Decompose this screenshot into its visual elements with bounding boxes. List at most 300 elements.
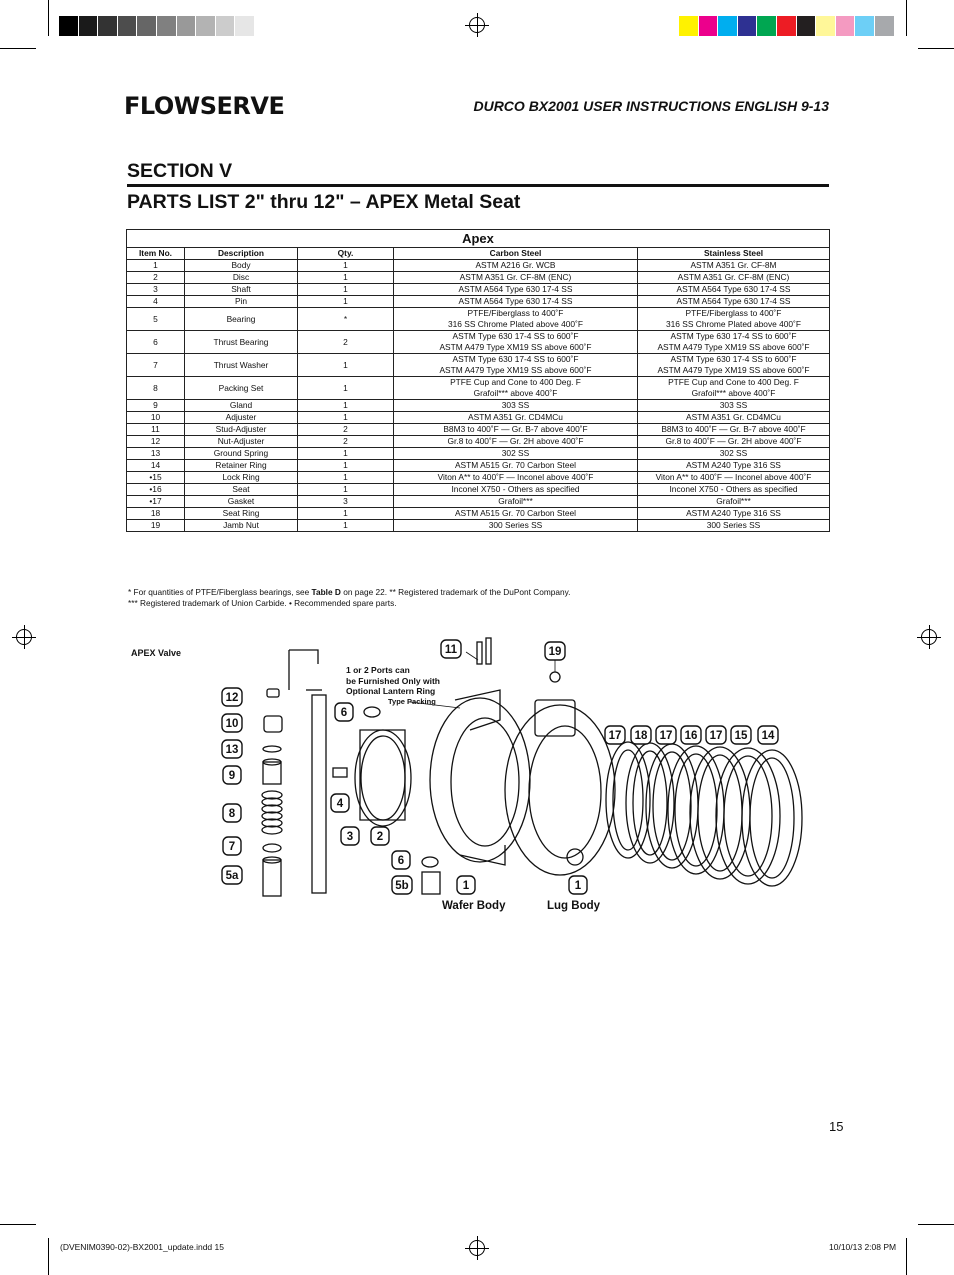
cell-line: Bearing bbox=[226, 313, 256, 324]
table-cell-qty bbox=[298, 331, 394, 354]
cell-line: 303 SS bbox=[501, 400, 530, 410]
crop-mark bbox=[918, 1224, 954, 1225]
footnote-1: * For quantities of PTFE/Fiberglass bearings, see Table D on page 22. ** Registered trademark of the DuPont Company. bbox=[128, 587, 571, 597]
table-cell-desc bbox=[185, 496, 298, 508]
table-cell-cs bbox=[394, 412, 638, 424]
cell-line: 2 bbox=[343, 336, 348, 347]
column-header: Description bbox=[185, 248, 298, 260]
cell-line: ASTM A564 Type 630 17-4 SS bbox=[458, 296, 573, 306]
cell-line: Body bbox=[231, 260, 251, 270]
cell-line: Jamb Nut bbox=[223, 520, 259, 530]
table-cell-item bbox=[127, 331, 185, 354]
table-cell-qty bbox=[298, 496, 394, 508]
color-swatch bbox=[59, 16, 79, 36]
table-cell-desc bbox=[185, 448, 298, 460]
cell-line: 316 SS Chrome Plated above 400˚F bbox=[447, 319, 583, 329]
callout-label: 17 bbox=[608, 730, 622, 742]
document-title: DURCO BX2001 USER INSTRUCTIONS ENGLISH 9-13 bbox=[473, 98, 829, 114]
callout-label: 19 bbox=[548, 646, 562, 658]
table-cell-item bbox=[127, 508, 185, 520]
callout-label: 7 bbox=[228, 841, 236, 853]
table-row bbox=[127, 272, 830, 284]
table-cell-ss bbox=[638, 508, 830, 520]
color-swatch bbox=[836, 16, 856, 36]
cell-line: Grafoil*** above 400˚F bbox=[691, 388, 776, 398]
table-cell-item bbox=[127, 472, 185, 484]
cell-line: PTFE/Fiberglass to 400˚F bbox=[467, 308, 564, 318]
cell-line: ASTM A479 Type XM19 SS above 600˚F bbox=[657, 365, 810, 375]
table-cell-qty bbox=[298, 424, 394, 436]
cell-line: Thrust Washer bbox=[213, 359, 269, 370]
callout-label: 5b bbox=[395, 880, 409, 892]
cell-line: Gland bbox=[229, 400, 253, 410]
color-swatch bbox=[777, 16, 797, 36]
packing-stack bbox=[262, 689, 282, 896]
cell-line: Thrust Bearing bbox=[213, 336, 269, 347]
table-cell-desc bbox=[185, 272, 298, 284]
table-cell-desc bbox=[185, 520, 298, 532]
crop-mark bbox=[0, 1224, 36, 1225]
cell-line: Stud-Adjuster bbox=[215, 424, 267, 434]
cell-line: PTFE/Fiberglass to 400˚F bbox=[685, 308, 782, 318]
color-swatch bbox=[196, 16, 216, 36]
table-cell-desc bbox=[185, 296, 298, 308]
cell-line: 316 SS Chrome Plated above 400˚F bbox=[665, 319, 801, 329]
table-cell-desc bbox=[185, 400, 298, 412]
cell-line: 1 bbox=[343, 484, 348, 494]
crop-mark bbox=[906, 0, 907, 36]
table-cell-cs bbox=[394, 377, 638, 400]
cell-line: ASTM Type 630 17-4 SS to 600˚F bbox=[670, 354, 797, 364]
cell-line: Retainer Ring bbox=[215, 460, 267, 470]
wafer-body-label: Wafer Body bbox=[442, 900, 506, 912]
cell-line: * bbox=[343, 313, 348, 324]
cell-line: 11 bbox=[151, 424, 160, 434]
cell-line: Grafoil*** bbox=[716, 496, 751, 506]
table-cell-cs bbox=[394, 260, 638, 272]
cell-line: B8M3 to 400˚F — Gr. B-7 above 400˚F bbox=[661, 424, 806, 434]
color-swatch bbox=[255, 16, 275, 36]
callout-label: 6 bbox=[340, 707, 348, 719]
callout-label: 2 bbox=[376, 831, 384, 843]
cell-line: 300 Series SS bbox=[488, 520, 543, 530]
cell-line: Adjuster bbox=[225, 412, 257, 422]
table-cell-ss bbox=[638, 272, 830, 284]
table-row bbox=[127, 308, 830, 331]
shaft bbox=[289, 650, 326, 893]
table-cell-cs bbox=[394, 460, 638, 472]
cell-line: Shaft bbox=[231, 284, 251, 294]
cell-line: PTFE Cup and Cone to 400 Deg. F bbox=[450, 377, 581, 387]
table-cell-cs bbox=[394, 272, 638, 284]
registration-mark-icon bbox=[921, 629, 937, 645]
cell-line: ASTM A216 Gr. WCB bbox=[475, 260, 556, 270]
callout-label: 18 bbox=[634, 730, 648, 742]
table-cell-ss bbox=[638, 424, 830, 436]
color-swatch bbox=[157, 16, 177, 36]
column-header: Qty. bbox=[298, 248, 394, 260]
column-header: Carbon Steel bbox=[394, 248, 638, 260]
table-cell-ss bbox=[638, 412, 830, 424]
color-swatch bbox=[875, 16, 895, 36]
cell-line: 1 bbox=[343, 359, 348, 370]
cell-line: ASTM A240 Type 316 SS bbox=[686, 460, 781, 470]
cell-line: 1 bbox=[343, 284, 348, 294]
table-cell-item bbox=[127, 484, 185, 496]
table-cell-qty bbox=[298, 354, 394, 377]
table-cell-item bbox=[127, 448, 185, 460]
table-cell-qty bbox=[298, 296, 394, 308]
callout-label: 13 bbox=[225, 744, 239, 756]
cell-line: 10 bbox=[150, 412, 161, 422]
cell-line: Inconel X750 - Others as specified bbox=[451, 484, 580, 494]
callout-label: 5a bbox=[225, 870, 239, 882]
cell-line: ASTM A515 Gr. 70 Carbon Steel bbox=[454, 508, 577, 518]
table-cell-cs bbox=[394, 284, 638, 296]
registration-mark-icon bbox=[469, 17, 485, 33]
table-cell-desc bbox=[185, 424, 298, 436]
crop-mark bbox=[48, 0, 49, 36]
cell-line: 2 bbox=[153, 272, 158, 282]
table-cell-cs bbox=[394, 296, 638, 308]
cell-line: 303 SS bbox=[719, 400, 748, 410]
table-row bbox=[127, 400, 830, 412]
page-title: PARTS LIST 2" thru 12" – APEX Metal Seat bbox=[127, 191, 521, 213]
table-row bbox=[127, 260, 830, 272]
table-cell-item bbox=[127, 460, 185, 472]
color-swatch bbox=[718, 16, 738, 36]
color-swatch bbox=[216, 16, 236, 36]
cell-line: 18 bbox=[150, 508, 161, 518]
table-row bbox=[127, 424, 830, 436]
color-swatch bbox=[235, 16, 255, 36]
section-rule bbox=[127, 184, 829, 187]
cell-line: 1 bbox=[343, 460, 348, 470]
pin bbox=[333, 768, 347, 777]
cell-line: 1 bbox=[343, 296, 348, 306]
table-cell-ss bbox=[638, 484, 830, 496]
file-slug: (DVENIM0390-02)-BX2001_update.indd 15 bbox=[60, 1242, 224, 1252]
callout-label: 16 bbox=[684, 730, 698, 742]
table-cell-item bbox=[127, 436, 185, 448]
cell-line: ASTM A479 Type XM19 SS above 600˚F bbox=[439, 342, 592, 352]
cell-line: 1 bbox=[343, 412, 348, 422]
table-row bbox=[127, 436, 830, 448]
section-label: SECTION V bbox=[127, 160, 233, 182]
table-cell-item bbox=[127, 424, 185, 436]
table-cell-item bbox=[127, 260, 185, 272]
table-cell-qty bbox=[298, 412, 394, 424]
cell-line: ASTM A564 Type 630 17-4 SS bbox=[676, 296, 791, 306]
footnote-2: *** Registered trademark of Union Carbide. • Recommended spare parts. bbox=[128, 598, 397, 608]
callout-label: 6 bbox=[397, 855, 405, 867]
cell-line: ASTM A479 Type XM19 SS above 600˚F bbox=[439, 365, 592, 375]
cell-line: 1 bbox=[343, 472, 348, 482]
cell-line: B8M3 to 400˚F — Gr. B-7 above 400˚F bbox=[443, 424, 588, 434]
flowserve-logo: FLOWSERVE bbox=[124, 92, 285, 120]
table-group-header: Apex bbox=[127, 230, 830, 248]
color-swatch bbox=[699, 16, 719, 36]
table-cell-ss bbox=[638, 520, 830, 532]
lug-body-label: Lug Body bbox=[547, 900, 601, 912]
table-cell-qty bbox=[298, 508, 394, 520]
cell-line: Disc bbox=[232, 272, 250, 282]
color-strip bbox=[679, 16, 895, 36]
cell-line: Pin bbox=[234, 296, 248, 306]
table-cell-qty bbox=[298, 260, 394, 272]
cell-line: ASTM A564 Type 630 17-4 SS bbox=[458, 284, 573, 294]
table-cell-desc bbox=[185, 308, 298, 331]
table-cell-cs bbox=[394, 308, 638, 331]
table-cell-qty bbox=[298, 272, 394, 284]
table-cell-desc bbox=[185, 331, 298, 354]
table-row bbox=[127, 508, 830, 520]
table-row bbox=[127, 460, 830, 472]
color-swatch bbox=[797, 16, 817, 36]
table-cell-desc bbox=[185, 412, 298, 424]
cell-line: ASTM A564 Type 630 17-4 SS bbox=[676, 284, 791, 294]
cell-line: ASTM A351 Gr. CD4MCu bbox=[686, 412, 781, 422]
table-cell-desc bbox=[185, 436, 298, 448]
color-swatch bbox=[816, 16, 836, 36]
cell-line: ASTM A240 Type 316 SS bbox=[686, 508, 781, 518]
column-header: Stainless Steel bbox=[638, 248, 830, 260]
table-cell-qty bbox=[298, 308, 394, 331]
cell-line: Seat bbox=[232, 484, 250, 494]
callout-label: 4 bbox=[336, 798, 344, 810]
table-cell-cs bbox=[394, 400, 638, 412]
table-cell-cs bbox=[394, 508, 638, 520]
table-cell-ss bbox=[638, 496, 830, 508]
wafer-body bbox=[430, 638, 530, 865]
date-slug: 10/10/13 2:08 PM bbox=[829, 1242, 897, 1252]
table-row bbox=[127, 448, 830, 460]
callout-label: 11 bbox=[444, 644, 458, 656]
seat-rings bbox=[606, 742, 802, 886]
table-cell-qty bbox=[298, 460, 394, 472]
table-cell-item bbox=[127, 412, 185, 424]
color-swatch bbox=[98, 16, 118, 36]
cell-line: 1 bbox=[343, 508, 348, 518]
cell-line: 6 bbox=[153, 336, 158, 347]
cell-line: 1 bbox=[153, 260, 158, 270]
cell-line: 5 bbox=[153, 313, 158, 324]
table-cell-item bbox=[127, 400, 185, 412]
parts-table bbox=[126, 229, 830, 532]
cell-line: Grafoil*** bbox=[498, 496, 533, 506]
cell-line: 3 bbox=[153, 284, 158, 294]
cell-line: Viton A** to 400˚F — Inconel above 400˚F bbox=[437, 472, 594, 482]
grayscale-strip bbox=[59, 16, 275, 36]
figure-note: Optional Lantern Ring bbox=[346, 686, 436, 696]
cell-line: 12 bbox=[150, 436, 161, 446]
table-cell-item bbox=[127, 354, 185, 377]
table-cell-item bbox=[127, 308, 185, 331]
cell-line: 1 bbox=[343, 382, 348, 393]
table-row bbox=[127, 484, 830, 496]
callout-label: 1 bbox=[574, 880, 582, 892]
table-cell-desc bbox=[185, 472, 298, 484]
cell-line: 1 bbox=[343, 272, 348, 282]
crop-mark bbox=[918, 48, 954, 49]
crop-mark bbox=[0, 48, 36, 49]
color-swatch bbox=[177, 16, 197, 36]
table-cell-cs bbox=[394, 484, 638, 496]
table-cell-cs bbox=[394, 331, 638, 354]
table-cell-qty bbox=[298, 400, 394, 412]
bearing bbox=[422, 872, 440, 894]
figure-label: APEX Valve bbox=[131, 648, 182, 658]
table-row bbox=[127, 472, 830, 484]
table-row bbox=[127, 284, 830, 296]
table-row bbox=[127, 377, 830, 400]
cell-line: PTFE Cup and Cone to 400 Deg. F bbox=[668, 377, 799, 387]
table-row bbox=[127, 496, 830, 508]
cell-line: Ground Spring bbox=[213, 448, 269, 458]
color-swatch bbox=[79, 16, 99, 36]
cell-line: 2 bbox=[343, 436, 348, 446]
cell-line: Gr.8 to 400˚F — Gr. 2H above 400˚F bbox=[665, 436, 802, 446]
cell-line: 19 bbox=[150, 520, 161, 530]
cell-line: ASTM A351 Gr. CF-8M bbox=[690, 260, 777, 270]
cell-line: ASTM A351 Gr. CF-8M (ENC) bbox=[459, 272, 572, 282]
cell-line: Packing Set bbox=[218, 382, 264, 393]
table-cell-cs bbox=[394, 436, 638, 448]
table-column-headers bbox=[127, 248, 830, 260]
cell-line: 302 SS bbox=[501, 448, 530, 458]
cell-line: Gasket bbox=[227, 496, 255, 506]
table-cell-ss bbox=[638, 436, 830, 448]
registration-mark-icon bbox=[16, 629, 32, 645]
cell-line: 7 bbox=[153, 359, 158, 370]
table-cell-cs bbox=[394, 496, 638, 508]
cell-line: 1 bbox=[343, 520, 348, 530]
table-cell-qty bbox=[298, 377, 394, 400]
color-swatch bbox=[757, 16, 777, 36]
table-cell-desc bbox=[185, 284, 298, 296]
table-cell-ss bbox=[638, 308, 830, 331]
figure-note: be Furnished Only with bbox=[346, 676, 440, 686]
callout-label: 17 bbox=[709, 730, 723, 742]
cell-line: 300 Series SS bbox=[706, 520, 761, 530]
table-row bbox=[127, 331, 830, 354]
callout-label: 1 bbox=[462, 880, 470, 892]
cell-line: 13 bbox=[150, 448, 161, 458]
table-cell-ss bbox=[638, 296, 830, 308]
lug-body bbox=[505, 672, 615, 875]
cell-line: •15 bbox=[149, 472, 162, 482]
cell-line: 302 SS bbox=[719, 448, 748, 458]
table-cell-desc bbox=[185, 377, 298, 400]
table-cell-cs bbox=[394, 520, 638, 532]
table-row bbox=[127, 296, 830, 308]
cell-line: ASTM Type 630 17-4 SS to 600˚F bbox=[452, 331, 579, 341]
table-cell-cs bbox=[394, 448, 638, 460]
table-cell-ss bbox=[638, 460, 830, 472]
table-cell-qty bbox=[298, 448, 394, 460]
table-cell-qty bbox=[298, 284, 394, 296]
table-cell-item bbox=[127, 377, 185, 400]
cell-line: 4 bbox=[153, 296, 158, 306]
table-cell-desc bbox=[185, 484, 298, 496]
cell-line: •16 bbox=[149, 484, 162, 494]
figure-note: 1 or 2 Ports can bbox=[346, 665, 410, 675]
table-cell-qty bbox=[298, 484, 394, 496]
cell-line: ASTM A479 Type XM19 SS above 600˚F bbox=[657, 342, 810, 352]
table-cell-desc bbox=[185, 354, 298, 377]
table-cell-qty bbox=[298, 520, 394, 532]
table-cell-ss bbox=[638, 400, 830, 412]
crop-mark bbox=[906, 1238, 907, 1275]
callout-label: 3 bbox=[346, 831, 354, 843]
table-row bbox=[127, 354, 830, 377]
table-cell-item bbox=[127, 496, 185, 508]
callout-label: 9 bbox=[228, 770, 236, 782]
cell-line: Viton A** to 400˚F — Inconel above 400˚F bbox=[655, 472, 812, 482]
table-cell-cs bbox=[394, 472, 638, 484]
table-row bbox=[127, 520, 830, 532]
cell-line: Grafoil*** above 400˚F bbox=[473, 388, 558, 398]
page-number: 15 bbox=[829, 1119, 844, 1134]
registration-mark-icon bbox=[469, 1240, 485, 1256]
thrust-bearing bbox=[364, 707, 380, 717]
table-cell-desc bbox=[185, 260, 298, 272]
callout-label: 15 bbox=[734, 730, 748, 742]
table-cell-ss bbox=[638, 472, 830, 484]
cell-line: 1 bbox=[343, 400, 348, 410]
table-cell-ss bbox=[638, 284, 830, 296]
figure-note: Type Packing bbox=[388, 697, 436, 706]
thrust-bearing bbox=[422, 857, 438, 867]
crop-mark bbox=[48, 1238, 49, 1275]
cell-line: 3 bbox=[343, 496, 348, 506]
color-swatch bbox=[118, 16, 138, 36]
cell-line: 8 bbox=[153, 382, 158, 393]
table-cell-cs bbox=[394, 354, 638, 377]
callout-label: 8 bbox=[228, 808, 236, 820]
cell-line: ASTM A351 Gr. CF-8M (ENC) bbox=[677, 272, 790, 282]
table-cell-ss bbox=[638, 377, 830, 400]
table-cell-cs bbox=[394, 424, 638, 436]
cell-line: 9 bbox=[153, 400, 158, 410]
callout-label: 14 bbox=[761, 730, 775, 742]
callout-label: 17 bbox=[659, 730, 673, 742]
color-swatch bbox=[679, 16, 699, 36]
disc bbox=[355, 730, 411, 826]
callout-label: 10 bbox=[225, 718, 239, 730]
cell-line: Gr.8 to 400˚F — Gr. 2H above 400˚F bbox=[447, 436, 584, 446]
table-cell-qty bbox=[298, 436, 394, 448]
color-swatch bbox=[137, 16, 157, 36]
cell-line: Lock Ring bbox=[222, 472, 260, 482]
cell-line: •17 bbox=[149, 496, 162, 506]
color-swatch bbox=[738, 16, 758, 36]
cell-line: 1 bbox=[343, 260, 348, 270]
apex-valve-exploded-diagram bbox=[214, 632, 810, 918]
cell-line: Nut-Adjuster bbox=[217, 436, 265, 446]
table-cell-ss bbox=[638, 448, 830, 460]
color-swatch bbox=[855, 16, 875, 36]
table-cell-qty bbox=[298, 472, 394, 484]
table-cell-item bbox=[127, 272, 185, 284]
table-cell-ss bbox=[638, 260, 830, 272]
table-cell-desc bbox=[185, 460, 298, 472]
callout-label: 12 bbox=[225, 692, 239, 704]
table-cell-item bbox=[127, 284, 185, 296]
cell-line: ASTM A351 Gr. CD4MCu bbox=[468, 412, 563, 422]
column-header: Item No. bbox=[127, 248, 185, 260]
table-cell-ss bbox=[638, 354, 830, 377]
